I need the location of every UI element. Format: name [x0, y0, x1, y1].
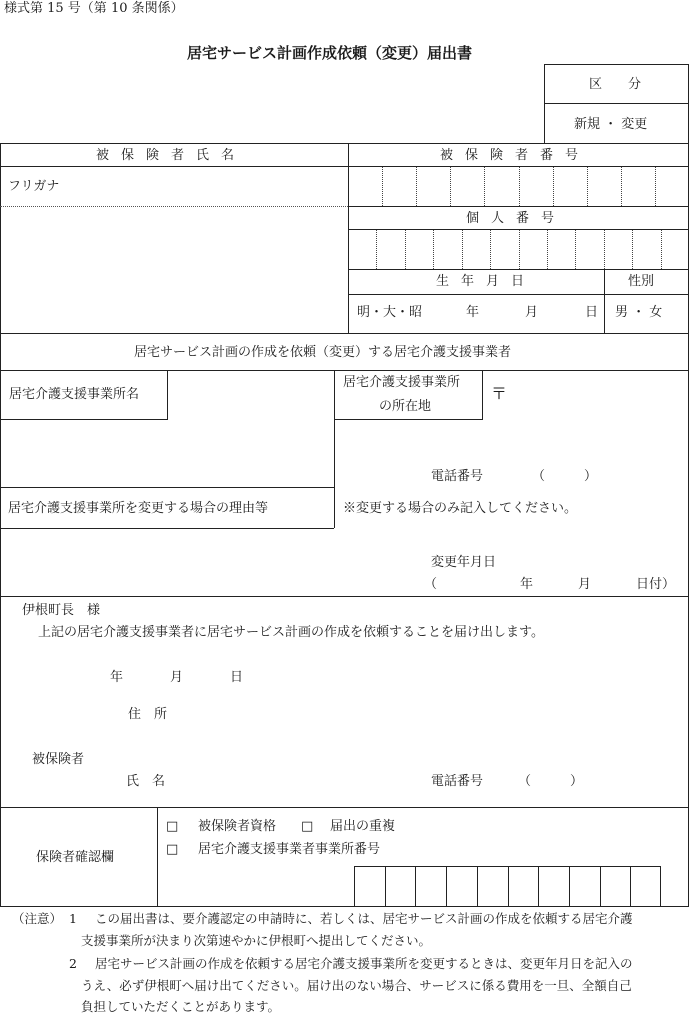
- insurer-check-label: 保険者確認欄: [36, 850, 115, 865]
- insured-name-header: 被保険者氏名: [96, 148, 247, 163]
- change-date-label: 変更年月日: [431, 555, 497, 570]
- page-title: 居宅サービス計画作成依頼（変更）届出書: [187, 44, 473, 62]
- digit-box-divider: [547, 230, 548, 269]
- office-phone-label: 電話番号: [431, 469, 484, 484]
- addressee: 伊根町長 様: [22, 603, 101, 618]
- personal-number-header: 個人番号: [466, 211, 567, 226]
- digit-box-divider: [587, 167, 588, 206]
- note-1-number: 1: [69, 911, 77, 926]
- insured-name-field[interactable]: [2, 208, 346, 332]
- birth-year-label: 年: [466, 305, 480, 320]
- digit-box-divider: [553, 167, 554, 206]
- note-2-line-3: 負担していただくことがあります。: [81, 999, 281, 1014]
- office-name-label: 居宅介護支援事業所名: [9, 387, 140, 402]
- note-2-line-1: 居宅サービス計画の作成を依頼する居宅介護支援事業所を変更するときは、変更年月日を記入の: [95, 956, 633, 971]
- digit-box-divider: [519, 167, 520, 206]
- applicant-phone-label: 電話番号: [431, 774, 484, 789]
- notes-prefix: （注意）: [12, 911, 63, 926]
- digit-box-divider: [446, 866, 447, 907]
- digit-box-divider: [462, 230, 463, 269]
- birthdate-header: 生年月日: [436, 274, 537, 289]
- digit-box-divider: [575, 230, 576, 269]
- office-address-field[interactable]: [484, 372, 687, 462]
- applicant-name-field[interactable]: [180, 768, 420, 792]
- note-1-line-2: 支援事業所が決まり次第速やかに伊根町へ提出してください。: [81, 933, 432, 948]
- check-item-1: 被保険者資格: [198, 819, 277, 834]
- digit-box-divider: [477, 866, 478, 907]
- insured-label: 被保険者: [32, 752, 85, 767]
- digit-box-divider: [655, 167, 656, 206]
- digit-box-divider: [385, 866, 386, 907]
- check-box-1[interactable]: □: [166, 819, 179, 834]
- digit-box-divider: [519, 230, 520, 269]
- check-box-3[interactable]: □: [166, 842, 179, 857]
- category-box: [544, 64, 689, 144]
- birth-day-label: 日: [585, 305, 599, 320]
- declaration-statement: 上記の居宅介護支援事業者に居宅サービス計画の作成を依頼することを届け出します。: [38, 625, 544, 640]
- digit-box-divider: [630, 866, 631, 907]
- digit-box-divider: [405, 230, 406, 269]
- change-date-year: 年: [520, 577, 534, 592]
- change-date-day: 日付）: [636, 577, 676, 592]
- digit-box-divider: [450, 167, 451, 206]
- digit-box-divider: [376, 230, 377, 269]
- digit-box-divider: [604, 230, 605, 269]
- change-note: ※変更する場合のみ記入してください。: [343, 501, 578, 516]
- change-date-open: （: [424, 577, 438, 592]
- insured-number-header: 被保険者番号: [440, 148, 591, 163]
- change-reason-field[interactable]: [2, 530, 422, 594]
- digit-box-divider: [415, 866, 416, 907]
- applicant-name-label: 氏 名: [126, 774, 166, 789]
- check-box-2[interactable]: □: [301, 819, 314, 834]
- digit-box-divider: [508, 866, 509, 907]
- office-phone-parens[interactable]: （ ）: [532, 469, 598, 484]
- change-reason-label: 居宅介護支援事業所を変更する場合の理由等: [8, 501, 269, 516]
- digit-box-divider: [661, 230, 662, 269]
- form-code: 様式第 15 号（第 10 条関係）: [4, 1, 184, 16]
- birth-month-label: 月: [525, 305, 539, 320]
- digit-box-divider: [490, 230, 491, 269]
- sex-options[interactable]: 男 ・ 女: [615, 305, 663, 320]
- digit-box-divider: [433, 230, 434, 269]
- office-name-field[interactable]: [2, 421, 333, 487]
- digit-box-divider: [621, 167, 622, 206]
- era-options[interactable]: 明・大・昭: [357, 305, 423, 320]
- digit-box-divider: [569, 866, 570, 907]
- check-item-3: 居宅介護支援事業者事業所番号: [198, 842, 381, 857]
- digit-box-divider: [538, 866, 539, 907]
- digit-box-divider: [484, 167, 485, 206]
- sex-header: 性別: [628, 274, 655, 289]
- applicant-phone-parens[interactable]: （ ）: [518, 774, 584, 789]
- note-1-line-1: この届出書は、要介護認定の申請時に、若しくは、居宅サービス計画の作成を依頼する居宅介護: [95, 911, 633, 926]
- office-address-label-1: 居宅介護支援事業所: [343, 375, 461, 390]
- declaration-year: 年: [110, 670, 124, 685]
- applicant-address-field[interactable]: [180, 700, 680, 724]
- office-address-label-2: の所在地: [379, 399, 432, 414]
- digit-box-divider: [632, 230, 633, 269]
- category-value[interactable]: 新規 ・ 変更: [574, 117, 648, 132]
- note-2-number: 2: [69, 956, 77, 971]
- applicant-address-label: 住 所: [128, 707, 168, 722]
- declaration-month: 月: [170, 670, 184, 685]
- postal-mark: 〒: [491, 384, 508, 403]
- category-header: 区 分: [589, 77, 642, 92]
- furigana-label: フリガナ: [8, 179, 60, 194]
- digit-box-divider: [600, 866, 601, 907]
- declaration-day: 日: [230, 670, 244, 685]
- digit-box-divider: [416, 167, 417, 206]
- provider-section-heading: 居宅サービス計画の作成を依頼（変更）する居宅介護支援事業者: [134, 345, 512, 360]
- note-2-line-2: うえ、必ず伊根町へ届け出てください。届け出のない場合、サービスに係る費用を一旦、全額自己: [81, 978, 632, 993]
- digit-box-divider: [382, 167, 383, 206]
- check-item-2: 届出の重複: [330, 819, 396, 834]
- change-date-month: 月: [578, 577, 592, 592]
